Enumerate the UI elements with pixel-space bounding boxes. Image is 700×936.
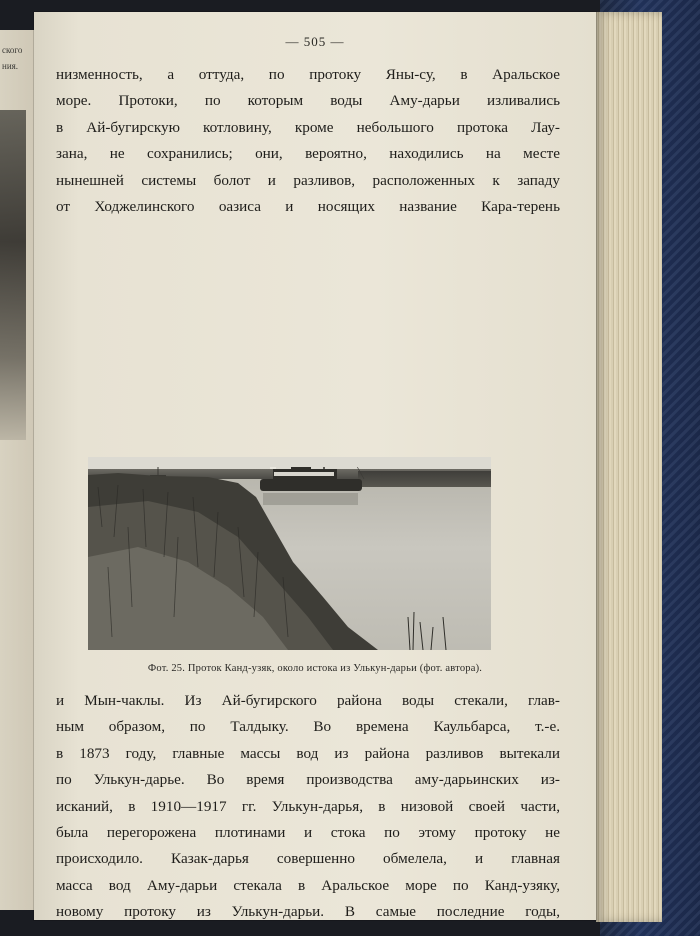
water-reeds bbox=[408, 612, 446, 650]
text-line: в 1873 году, главные массы вод из района разливов вытекали bbox=[56, 744, 560, 762]
page-edges bbox=[596, 12, 662, 922]
photo-scene bbox=[88, 467, 491, 650]
left-page-fragment: ния. bbox=[2, 61, 19, 71]
book-page bbox=[34, 12, 596, 920]
text-line: нынешней системы болот и разливов, расположенных к западу bbox=[56, 171, 560, 189]
text-line: по Улькун-дарье. Во время производства аму-дарьинских из- bbox=[56, 771, 560, 789]
text-line: была перегорожена плотинами и стока по этому протоку не bbox=[56, 824, 560, 842]
photo-caption: Фот. 25. Проток Канд-узяк, около истока из Улькун-дарьи (фот. автора). bbox=[147, 663, 483, 674]
page-number: — 505 — bbox=[285, 34, 345, 49]
text-line: и Мын-чаклы. Из Ай-бугирского района воды стекали, глав- bbox=[56, 692, 560, 709]
text-line: происходило. Казак-дарья совершенно обмелела, и главная bbox=[56, 850, 560, 868]
text-line: низменность, а оттуда, по протоку Яны-су, в Аральское bbox=[56, 66, 560, 83]
text-line: исканий, в 1910—1917 гг. Улькун-дарья, в низовой своей части, bbox=[56, 797, 560, 815]
left-page-illustration bbox=[0, 110, 26, 440]
text-line: зана, не сохранились; они, вероятно, находились на месте bbox=[56, 145, 560, 163]
text-line: новому протоку из Улькун-дарьи. В самые последние годы, bbox=[56, 903, 560, 921]
text-line: в Ай-бугирскую котловину, кроме небольшого протока Лау- bbox=[56, 118, 560, 136]
left-facing-page bbox=[0, 30, 35, 910]
left-page-fragment: ского bbox=[2, 45, 23, 55]
steamboat bbox=[260, 467, 364, 491]
left-page-text bbox=[2, 42, 32, 74]
river-photograph bbox=[88, 457, 491, 650]
bottom-paragraph bbox=[56, 688, 560, 926]
text-line: от Ходжелинского оазиса и носящих название Кара-терень bbox=[56, 198, 560, 216]
text-line: ным образом, по Талдыку. Во времена Каульбарса, т.-е. bbox=[56, 718, 560, 736]
top-paragraph bbox=[56, 62, 560, 220]
text-line: масса вод Аму-дарьи стекала в Аральское море по Канд-узяку, bbox=[56, 876, 560, 894]
text-line: море. Протоки, по которым воды Аму-дарьи изливались bbox=[56, 92, 560, 110]
